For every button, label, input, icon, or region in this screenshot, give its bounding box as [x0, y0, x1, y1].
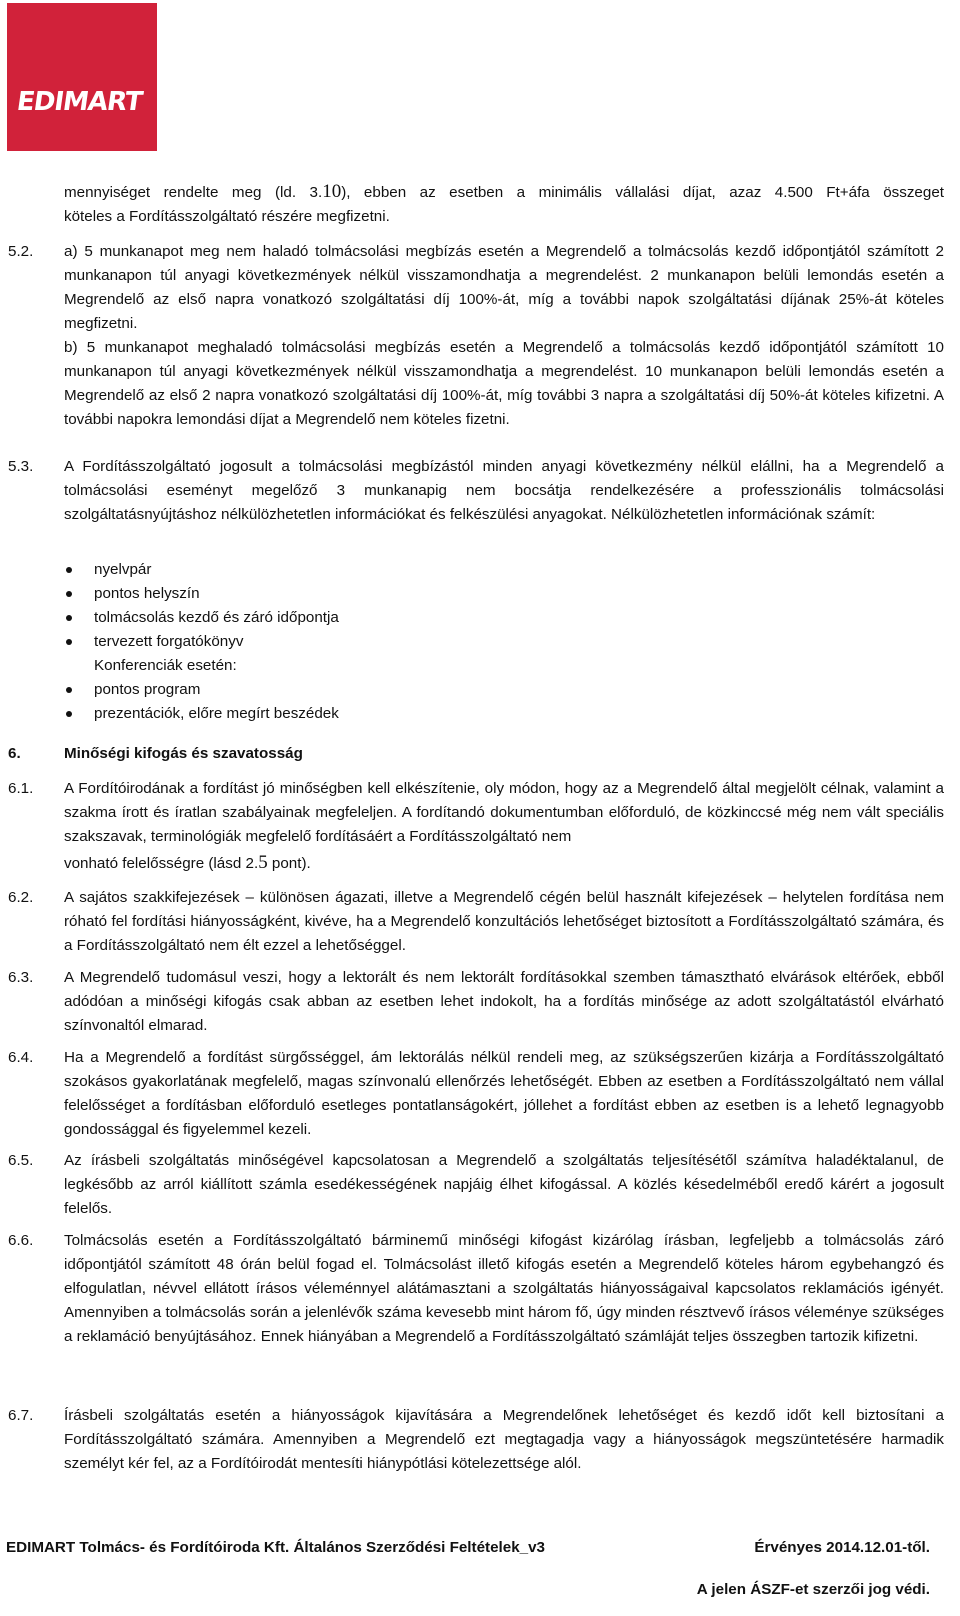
list-item: prezentációk, előre megírt beszédek — [64, 702, 664, 726]
section-number-6-1: 6.1. — [8, 780, 34, 797]
section-5-2-b: b) 5 munkanapot meghaladó tolmácsolási megbízás esetén a Megrendelő a tolmácsolás kezdő időpontjától számított 10 munkanapon túl anyagi következmények nélkül visszamondhatja a megrendelést. 10 munkanapon belüli lemondás esetén a Megrendelő az első 2 napra vonatkozó szolgáltatási díj 100%-át, míg további 3 napra a szolgáltatási díj 50%-át köteles kifizetni. A további napokra lemondási díjat a Megrendelő nem köteles fizetni. — [64, 339, 944, 428]
section-6-4 — [64, 1046, 944, 1142]
section-6-6-text: Tolmácsolás esetén a Fordításszolgáltató bárminemű minőségi kifogást kizárólag írásban, legfeljebb a tolmácsolás záró időpontjától számított 48 órán belül fogad el. Tolmácsolást illető kifogás esetén a Megrendelő köteles három egybehangzó és elfogulatlan, névvel ellátott írásos véleménnyel alátámasztani a szolgáltatás hiányosságaival kapcsolatos reklamációs igényét. Amennyiben a tolmácsolás során a jelenlévők száma kevesebb mint három fő, úgy minden résztvevő írásos véleménye szükséges a reklamáció benyújtásához. Ennek hiányában a Megrendelő a Fordításszolgáltató számláját teljes összegben tartozik kifizetni. — [64, 1232, 944, 1345]
continued-paragraph — [64, 180, 944, 229]
section-6-1-text: A Fordítóirodának a fordítást jó minőségben kell elkészítenie, oly módon, hogy az a Megrendelő által megjelölt célnak, valamint a szakma írott és íratlan szabályainak megfeleljen. A fordítandó dokumentumban előforduló, de közkinccsé még nem vált speciális szakszavak, terminológiák megfelelő fordításáért a Fordításszolgáltató nem — [64, 780, 944, 845]
section-6-title: Minőségi kifogás és szavatosság — [64, 745, 303, 762]
section-5-3 — [64, 455, 944, 527]
continued-line-2: köteles a Fordításszolgáltató részére megfizetni. — [64, 208, 390, 225]
section-number-5-2: 5.2. — [8, 243, 34, 260]
edimart-logo — [7, 3, 157, 151]
section-6-3 — [64, 966, 944, 1038]
conference-label: Konferenciák esetén: — [94, 657, 237, 674]
section-number-6-2: 6.2. — [8, 889, 34, 906]
section-number-6-4: 6.4. — [8, 1049, 34, 1066]
section-6-5-text: Az írásbeli szolgáltatás minőségével kapcsolatosan a Megrendelő a szolgáltatás teljesítésétől számítva haladéktalanul, de legkésőbb az arról kiállított számla esedékességének napjáig élhet kifogással. A közlés késedelméből eredő kárért a jogosult felelős. — [64, 1152, 944, 1217]
list-item: tervezett forgatókönyv — [64, 630, 664, 654]
list-item: pontos program — [64, 678, 664, 702]
logo-text: EDIMART — [14, 87, 144, 117]
list-item: pontos helyszín — [64, 582, 664, 606]
section-number-5-3: 5.3. — [8, 458, 34, 475]
section-6-7-text: Írásbeli szolgáltatás esetén a hiányosságok kijavítására a Megrendelőnek lehetőséget és kezdő időt kell biztosítani a Fordításszolgáltató számára. Amennyiben a Megrendelő ezt megtagadja vagy a hiányosságok megszüntetésére harmadik személyt kér fel, az a Fordítóirodát mentesíti hiánypótlási kötelezettsége alól. — [64, 1407, 944, 1472]
section-number-6-7: 6.7. — [8, 1407, 34, 1424]
section-6-3-text: A Megrendelő tudomásul veszi, hogy a lektorált és nem lektorált fordításokkal szemben támasztható elvárások eltérőek, ebből adódóan a minőségi kifogás csak abban az esetben lehet indokolt, ha a fordítás minősége az adott szolgáltatástól elvárható színvonaltól elmarad. — [64, 969, 944, 1034]
section-6-1-last-line: vonható felelősségre (lásd 2.5 pont). — [64, 852, 311, 873]
section-5-2 — [64, 240, 944, 432]
section-6-1 — [64, 777, 944, 876]
footer-copyright: A jelen ÁSZF-et szerzői jog védi. — [696, 1581, 930, 1598]
section-5-3-text: A Fordításszolgáltató jogosult a tolmácsolási megbízástól minden anyagi következmény nélkül elállni, ha a Megrendelő a tolmácsolási eseményt megelőző 3 munkanapig nem bocsátja rendelkezésére a professzionális tolmácsolási szolgáltatásnyújtáshoz nélkülözhetetlen információkat és felkészülési anyagokat. Nélkülözhetetlen információnak számít: — [64, 458, 944, 523]
section-number-6-6: 6.6. — [8, 1232, 34, 1249]
section-6-2 — [64, 886, 944, 958]
section-6-5 — [64, 1149, 944, 1221]
list-item: tolmácsolás kezdő és záró időpontja — [64, 606, 664, 630]
section-5-2-a: a) 5 munkanapot meg nem haladó tolmácsolási megbízás esetén a Megrendelő a tolmácsolás kezdő időpontjától számított 2 munkanapon túl anyagi következmények nélkül visszamondhatja a megrendelést. 2 munkanapon belüli lemondás esetén a Megrendelő az első napra vonatkozó szolgáltatási díj 100%-át, míg a további napok szolgáltatási díjának 25%-át köteles megfizetni. — [64, 243, 944, 332]
section-number-6: 6. — [8, 745, 21, 762]
section-number-6-5: 6.5. — [8, 1152, 34, 1169]
list-item: nyelvpár — [64, 558, 664, 582]
section-6-2-text: A sajátos szakkifejezések – különösen ágazati, illetve a Megrendelő cégén belül használt kifejezések – helytelen fordítása nem róható fel fordítási hiányosságként, kivéve, ha a Megrendelő konzultációs lehetőséget biztosított a Fordításszolgáltató számára, és a Fordításszolgáltató nem élt ezzel a lehetőséggel. — [64, 889, 944, 954]
section-6-4-text: Ha a Megrendelő a fordítást sürgősséggel, ám lektorálás nélkül rendeli meg, az szükségszerűen kizárja a Fordításszolgáltató szokásos gyakorlatának megfelelő, magas színvonalú ellenőrzés lehetőségét. Ebben az esetben a Fordításszolgáltató nem vállal felelősséget a fordításban előforduló esetleges pontatlanságokért, jóllehet a fordítást ebben az esetben is a lehető legnagyobb gondossággal és figyelemmel kezeli. — [64, 1049, 944, 1138]
continued-line-1: mennyiséget rendelte meg (ld. 3.10), ebben az esetben a minimális vállalási díjat, azaz 4.500 Ft+áfa összeget — [64, 181, 944, 202]
footer-document-title: EDIMART Tolmács- és Fordítóiroda Kft. Általános Szerződési Feltételek_v3 — [6, 1539, 545, 1556]
required-info-list — [64, 558, 664, 726]
footer-validity: Érvényes 2014.12.01-től. — [754, 1539, 930, 1556]
section-6-7 — [64, 1404, 944, 1476]
section-6-6 — [64, 1229, 944, 1349]
section-number-6-3: 6.3. — [8, 969, 34, 986]
